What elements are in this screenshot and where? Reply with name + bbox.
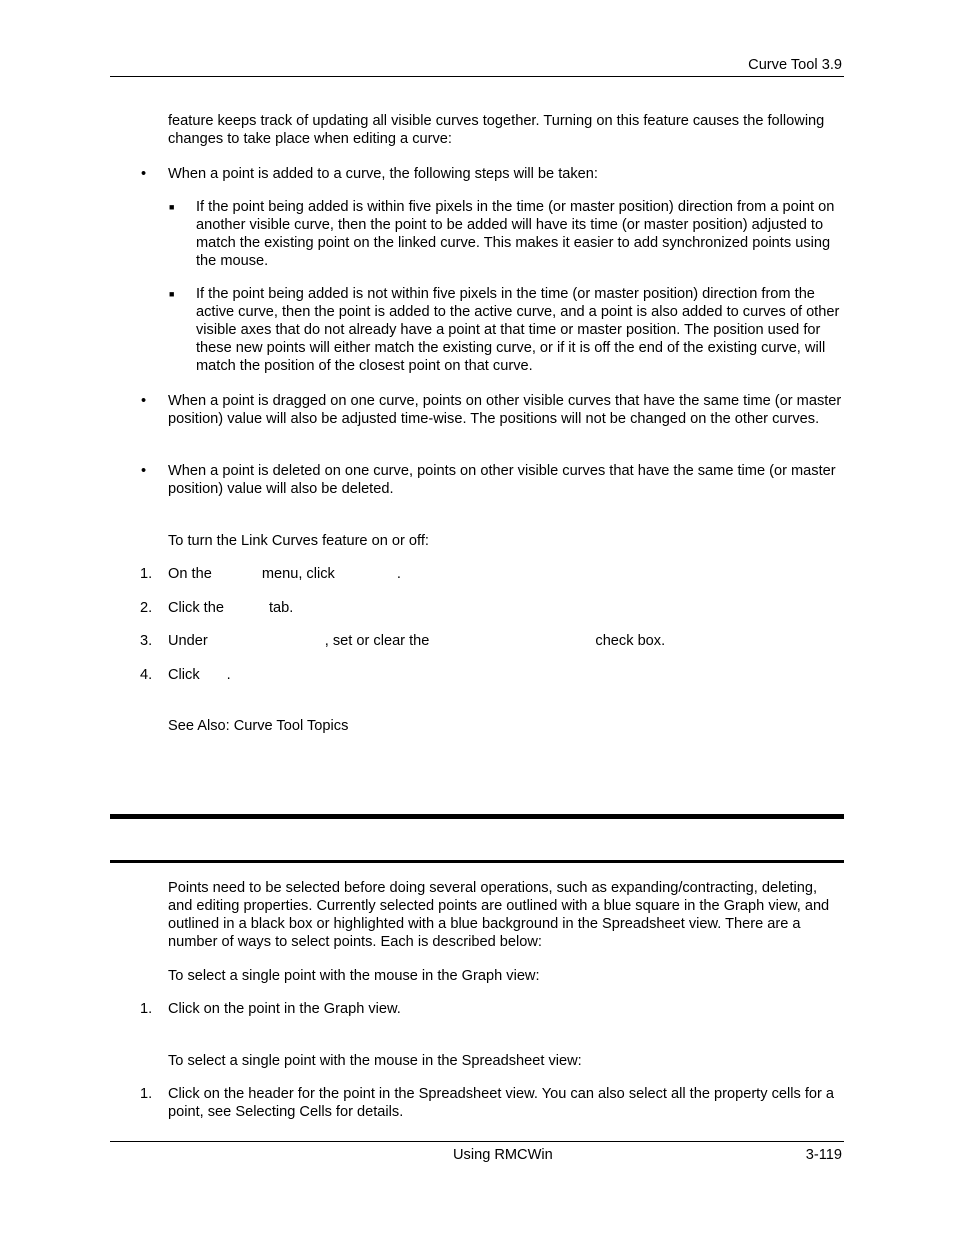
sub-bullet-text: If the point being added is not within five pixels in the time (or master position) direction from the active curve, then the point is added to the active curve, and a point is also added to curves of other visible axes that do not already have a point at that time or master position. The position used for these new points will either match the existing curve, or if it is off the end of the existing curve, will match the position of the closest point on that curve. [196, 286, 840, 374]
step-3 [168, 632, 844, 650]
sub-bullet-text: If the point being added is within five pixels in the time (or master position) direction from a point on another visible curve, then the point to be added will have its time (or master position) adjusted to match the existing point on the linked curve. This makes it easier to add synchronized points using the mouse. [196, 199, 835, 269]
step-number: 1. [140, 1001, 153, 1017]
bullet-icon: • [141, 463, 147, 479]
section-thin-rule [110, 860, 844, 863]
sheet-heading: To select a single point with the mouse in the Spreadsheet view: [168, 1053, 582, 1069]
see-also-link[interactable]: See Also: Curve Tool Topics [168, 718, 349, 734]
section2-intro: Points need to be selected before doing several operations, such as expanding/contracting, deleting, and editing properties. Currently selected points are outlined with a blue square in the Graph view, and outlined in a black box or highlighted with a blue background in the Spreadsheet view. There are a number of ways to select points. Each is described below: [168, 880, 830, 950]
step-4 [168, 666, 844, 684]
step-text: menu, click [261, 566, 335, 582]
bullet-text: When a point is dragged on one curve, points on other visible curves that have the same time (or master position) value will also be adjusted time-wise. The positions will not be changed on the other curves. [168, 393, 842, 427]
intro-paragraph: feature keeps track of updating all visible curves together. Turning on this feature causes the following changes to take place when editing a curve: [168, 113, 825, 147]
toggle-intro: To turn the Link Curves feature on or off: [168, 533, 429, 549]
step-text: Under [168, 633, 208, 649]
footer-rule [110, 1141, 844, 1142]
step-text: Click the [168, 600, 224, 616]
step-text: tab. [268, 600, 294, 616]
step-text: . [226, 667, 231, 683]
sheet-step-text: Click on the header for the point in the Spreadsheet view. You can also select all the property cells for a point, see Selecting Cells for details. [168, 1086, 835, 1120]
step-number: 1. [140, 1086, 153, 1102]
step-number: 4. [140, 667, 153, 683]
section-thick-rule [110, 814, 844, 819]
step-text: On the [168, 566, 212, 582]
bullet-icon: • [141, 393, 147, 409]
square-bullet-icon: ■ [169, 202, 175, 212]
bullet-icon: • [141, 166, 147, 182]
step-number: 1. [140, 566, 153, 582]
step-text: check box. [595, 633, 666, 649]
bullet-text: When a point is deleted on one curve, points on other visible curves that have the same time (or master position) value will also be deleted. [168, 463, 836, 497]
step-text: Click [168, 667, 200, 683]
step-1 [168, 565, 844, 583]
square-bullet-icon: ■ [169, 289, 175, 299]
step-number: 2. [140, 600, 153, 616]
header-rule [110, 76, 844, 77]
bullet-text: When a point is added to a curve, the following steps will be taken: [168, 166, 598, 182]
step-number: 3. [140, 633, 153, 649]
footer-page-number: 3-119 [805, 1147, 842, 1163]
graph-heading: To select a single point with the mouse in the Graph view: [168, 968, 540, 984]
graph-step-text: Click on the point in the Graph view. [168, 1001, 401, 1017]
footer-center: Using RMCWin [453, 1147, 553, 1163]
step-text: . [396, 566, 401, 582]
step-text: , set or clear the [324, 633, 430, 649]
header-title: Curve Tool 3.9 [748, 57, 842, 73]
step-2 [168, 599, 844, 617]
